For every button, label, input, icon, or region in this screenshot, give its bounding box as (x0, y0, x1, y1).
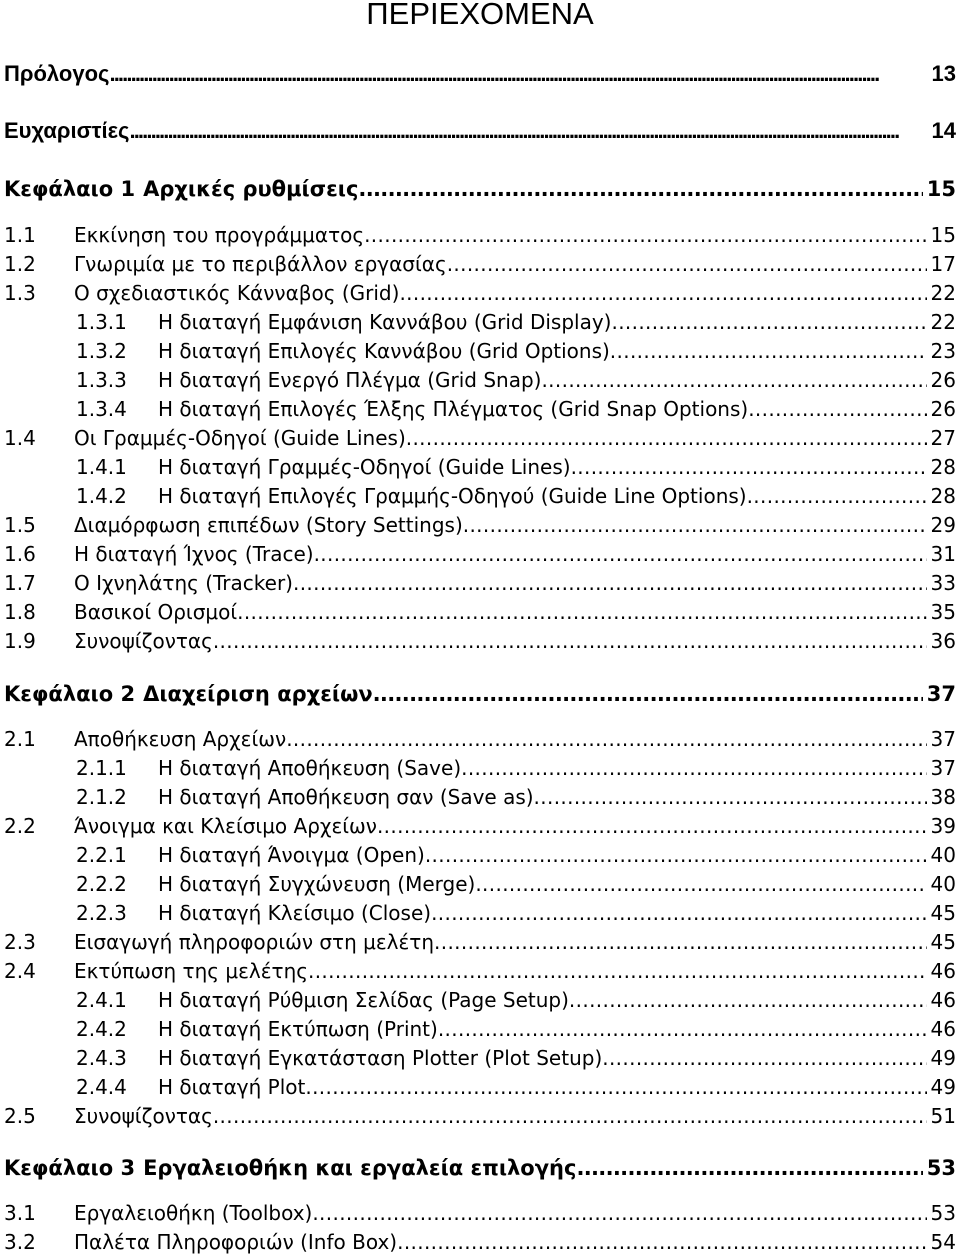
toc-entry[interactable] (4, 628, 956, 654)
toc-entry-number: 1.8 (4, 600, 36, 624)
toc-entry-page-number: 35 (930, 600, 956, 624)
dot-leader (213, 1103, 927, 1129)
toc-entry-title: Συνοψίζοντας (74, 1104, 213, 1128)
toc-entry-number: 2.1.2 (76, 785, 127, 809)
toc-entry-number: 2.3 (4, 930, 36, 954)
toc-entry[interactable] (4, 222, 956, 248)
toc-entry-page-number: 36 (930, 629, 956, 653)
toc-entry-number: 3.2 (4, 1230, 36, 1254)
toc-entry-number: 1.4.2 (76, 484, 127, 508)
toc-entry-number: 2.4.4 (76, 1075, 127, 1099)
toc-entry[interactable] (4, 1154, 956, 1182)
dot-leader (237, 599, 926, 625)
toc-entry[interactable] (76, 1016, 956, 1042)
toc-entry-title: Η διαταγή Plot (158, 1075, 306, 1099)
toc-entry[interactable] (4, 117, 956, 145)
dot-leader (358, 175, 922, 203)
toc-entry-title: Συνοψίζοντας (74, 629, 213, 653)
toc-entry-page-number: 38 (930, 785, 956, 809)
toc-entry[interactable] (76, 396, 956, 422)
toc-entry[interactable] (76, 987, 956, 1013)
toc-entry[interactable] (4, 813, 956, 839)
toc-entry-number: 2.2.1 (76, 843, 127, 867)
toc-entry-title: Ευχαριστίες (4, 118, 130, 143)
toc-entry-number: 2.2.3 (76, 901, 127, 925)
toc-entry[interactable] (76, 483, 956, 509)
toc-entry-number: 1.5 (4, 513, 36, 537)
toc-entry[interactable] (4, 175, 956, 203)
toc-entry-number: 2.5 (4, 1104, 36, 1128)
toc-entry-page-number: 26 (930, 397, 956, 421)
toc-entry-title: Γνωριμία με το περιβάλλον εργασίας (74, 252, 447, 276)
toc-entry-page-number: 46 (930, 959, 956, 983)
toc-entry-number: 1.3.3 (76, 368, 127, 392)
toc-entry-page-number: 14 (931, 118, 956, 143)
toc-entry-page-number: 45 (930, 901, 956, 925)
toc-entry-page-number: 15 (930, 223, 956, 247)
toc-entry-page-number: 17 (930, 252, 956, 276)
toc-entry-number: 1.1 (4, 223, 36, 247)
toc-entry-number: Κεφάλαιο 3 (4, 1156, 136, 1180)
toc-entry-number: 1.3 (4, 281, 36, 305)
toc-entry[interactable] (4, 1103, 956, 1129)
dot-leader (447, 251, 927, 277)
toc-entry-title: Εργαλειοθήκη (Toolbox) (74, 1201, 313, 1225)
toc-entry-title: Οι Γραμμές-Οδηγοί (Guide Lines) (74, 426, 406, 450)
dot-leader (610, 338, 927, 364)
dot-leader (463, 512, 927, 538)
toc-entry-number: 1.3.4 (76, 397, 127, 421)
toc-entry[interactable] (4, 958, 956, 984)
toc-entry-page-number: 49 (930, 1046, 956, 1070)
toc-entry-title: Η διαταγή Κλείσιμο (Close) (158, 901, 432, 925)
toc-entry-title: Η διαταγή Άνοιγμα (Open) (158, 843, 425, 867)
toc-entry-page-number: 29 (930, 513, 956, 537)
toc-entry-title: Η διαταγή Επιλογές Έλξης Πλέγματος (Grid Snap Options) (158, 397, 749, 421)
toc-entry-title: Αρχικές ρυθμίσεις (143, 177, 359, 201)
toc-entry-number: 1.3.1 (76, 310, 127, 334)
toc-entry[interactable] (76, 454, 956, 480)
dot-leader (129, 117, 927, 145)
toc-entry-page-number: 49 (930, 1075, 956, 1099)
toc-entry-page-number: 13 (931, 61, 956, 86)
toc-entry-page-number: 54 (930, 1230, 956, 1254)
toc-entry-title: Η διαταγή Συγχώνευση (Merge) (158, 872, 476, 896)
toc-entry-number: 2.1.1 (76, 756, 127, 780)
toc-entry[interactable] (4, 60, 956, 88)
toc-entry-title: Η διαταγή Αποθήκευση (Save) (158, 756, 462, 780)
toc-entry-page-number: 39 (930, 814, 956, 838)
toc-entry-page-number: 28 (930, 455, 956, 479)
dot-leader (576, 1154, 922, 1182)
toc-entry-title: Πρόλογος (4, 61, 110, 86)
toc-entry-number: 3.1 (4, 1201, 36, 1225)
toc-entry-title: Η διαταγή Εγκατάσταση Plotter (Plot Setup) (158, 1046, 603, 1070)
toc-entry-title: Ο Ιχνηλάτης (Tracker) (74, 571, 293, 595)
toc-entry-page-number: 26 (930, 368, 956, 392)
toc-entry-title: Ο σχεδιαστικός Κάνναβος (Grid) (74, 281, 400, 305)
toc-entry-title: Διαχείριση αρχείων (143, 682, 373, 706)
toc-entry-title: Άνοιγμα και Κλείσιμο Αρχείων (74, 814, 377, 838)
toc-entry[interactable] (76, 309, 956, 335)
toc-entry-title: Παλέτα Πληροφοριών (Info Box) (74, 1230, 398, 1254)
toc-entry-page-number: 40 (930, 843, 956, 867)
toc-entry-number: 1.4.1 (76, 455, 127, 479)
toc-entry-title: Εκκίνηση του προγράμματος (74, 223, 365, 247)
toc-entry-number: 1.6 (4, 542, 36, 566)
dot-leader (461, 755, 926, 781)
toc-entry-page-number: 28 (930, 484, 956, 508)
dot-leader (569, 987, 927, 1013)
toc-entry-page-number: 46 (930, 988, 956, 1012)
toc-entry[interactable] (76, 367, 956, 393)
toc-entry-page-number: 22 (930, 310, 956, 334)
dot-leader (305, 1074, 926, 1100)
dot-leader (312, 1200, 926, 1226)
toc-entry[interactable] (4, 929, 956, 955)
toc-entry[interactable] (76, 842, 956, 868)
toc-entry[interactable] (76, 871, 956, 897)
toc-entry[interactable] (4, 680, 956, 708)
dot-leader (747, 483, 927, 509)
toc-entry-title: Αποθήκευση Αρχείων (74, 727, 287, 751)
toc-entry-page-number: 22 (930, 281, 956, 305)
toc-entry-page-number: 15 (926, 177, 956, 201)
toc-entry[interactable] (4, 570, 956, 596)
page-title: ΠΕΡΙΕΧΟΜΕΝΑ (366, 0, 594, 31)
toc-entry-title: Η διαταγή Επιλογές Γραμμής-Οδηγού (Guide Line Options) (158, 484, 747, 508)
toc-entry-title: Η διαταγή Εμφάνιση Καννάβου (Grid Display) (158, 310, 612, 334)
dot-leader (571, 454, 927, 480)
dot-leader (406, 425, 927, 451)
toc-entry-title: Η διαταγή Ίχνος (Trace) (74, 542, 314, 566)
dot-leader (397, 1229, 926, 1255)
toc-entry-number: Κεφάλαιο 2 (4, 682, 136, 706)
toc-entry[interactable] (4, 425, 956, 451)
toc-entry-number: 2.2.2 (76, 872, 127, 896)
dot-leader (364, 222, 926, 248)
toc-entry[interactable] (4, 1229, 956, 1255)
dot-leader (534, 784, 927, 810)
toc-entry-page-number: 46 (930, 1017, 956, 1041)
dot-leader (438, 1016, 927, 1042)
toc-entry-number: 2.4.1 (76, 988, 127, 1012)
toc-entry-title: Η διαταγή Γραμμές-Οδηγοί (Guide Lines) (158, 455, 571, 479)
toc-entry-title: Η διαταγή Αποθήκευση σαν (Save as) (158, 785, 534, 809)
toc-entry-number: 1.7 (4, 571, 36, 595)
toc-entry-title: Η διαταγή Εκτύπωση (Print) (158, 1017, 438, 1041)
toc-entry-title: Εργαλειοθήκη και εργαλεία επιλογής (143, 1156, 577, 1180)
toc-entry-number: 1.3.2 (76, 339, 127, 363)
toc-entry-page-number: 40 (930, 872, 956, 896)
toc-entry[interactable] (4, 251, 956, 277)
toc-entry-title: Η διαταγή Επιλογές Καννάβου (Grid Options) (158, 339, 610, 363)
toc-entry-page-number: 33 (930, 571, 956, 595)
dot-leader (314, 541, 927, 567)
toc-entry-title: Η διαταγή Ενεργό Πλέγμα (Grid Snap) (158, 368, 542, 392)
toc-entry-page-number: 51 (930, 1104, 956, 1128)
dot-leader (425, 842, 927, 868)
toc-entry-page-number: 45 (930, 930, 956, 954)
toc-entry-number: 2.1 (4, 727, 36, 751)
toc-entry-number: 2.4.2 (76, 1017, 127, 1041)
toc-entry-page-number: 27 (930, 426, 956, 450)
dot-leader (434, 929, 927, 955)
dot-leader (748, 396, 926, 422)
dot-leader (293, 570, 927, 596)
toc-entry[interactable] (76, 784, 956, 810)
toc-entry-number: 2.4.3 (76, 1046, 127, 1070)
toc-entry-page-number: 37 (930, 727, 956, 751)
toc-entry-page-number: 53 (930, 1201, 956, 1225)
toc-entry-title: Η διαταγή Ρύθμιση Σελίδας (Page Setup) (158, 988, 569, 1012)
dot-leader (286, 726, 926, 752)
toc-entry[interactable] (4, 1200, 956, 1226)
dot-leader (109, 60, 927, 88)
dot-leader (308, 958, 927, 984)
dot-leader (602, 1045, 926, 1071)
toc-entry[interactable] (76, 1045, 956, 1071)
toc-entry[interactable] (4, 599, 956, 625)
toc-entry[interactable] (4, 726, 956, 752)
toc-entry-title: Εκτύπωση της μελέτης (74, 959, 308, 983)
dot-leader (377, 813, 927, 839)
toc-entry-page-number: 23 (930, 339, 956, 363)
toc-entry-page-number: 53 (926, 1156, 956, 1180)
toc-entry[interactable] (76, 755, 956, 781)
toc-entry-number: 1.2 (4, 252, 36, 276)
toc-entry[interactable] (4, 541, 956, 567)
dot-leader (611, 309, 926, 335)
toc-entry[interactable] (76, 900, 956, 926)
toc-entry-title: Εισαγωγή πληροφοριών στη μελέτη (74, 930, 435, 954)
toc-entry-number: Κεφάλαιο 1 (4, 177, 136, 201)
dot-leader (373, 680, 923, 708)
toc-entry-title: Βασικοί Ορισμοί (74, 600, 238, 624)
toc-entry[interactable] (4, 280, 956, 306)
toc-entry[interactable] (76, 1074, 956, 1100)
dot-leader (475, 871, 926, 897)
toc-entry-page-number: 37 (930, 756, 956, 780)
toc-entry-number: 2.2 (4, 814, 36, 838)
toc-entry-number: 1.9 (4, 629, 36, 653)
dot-leader (541, 367, 926, 393)
dot-leader (213, 628, 927, 654)
toc-entry-page-number: 37 (926, 682, 956, 706)
dot-leader (431, 900, 926, 926)
toc-entry[interactable] (4, 512, 956, 538)
toc-entry-number: 1.4 (4, 426, 36, 450)
toc-entry-page-number: 31 (930, 542, 956, 566)
dot-leader (399, 280, 926, 306)
toc-entry-title: Διαμόρφωση επιπέδων (Story Settings) (74, 513, 463, 537)
toc-entry-number: 2.4 (4, 959, 36, 983)
toc-entry[interactable] (76, 338, 956, 364)
